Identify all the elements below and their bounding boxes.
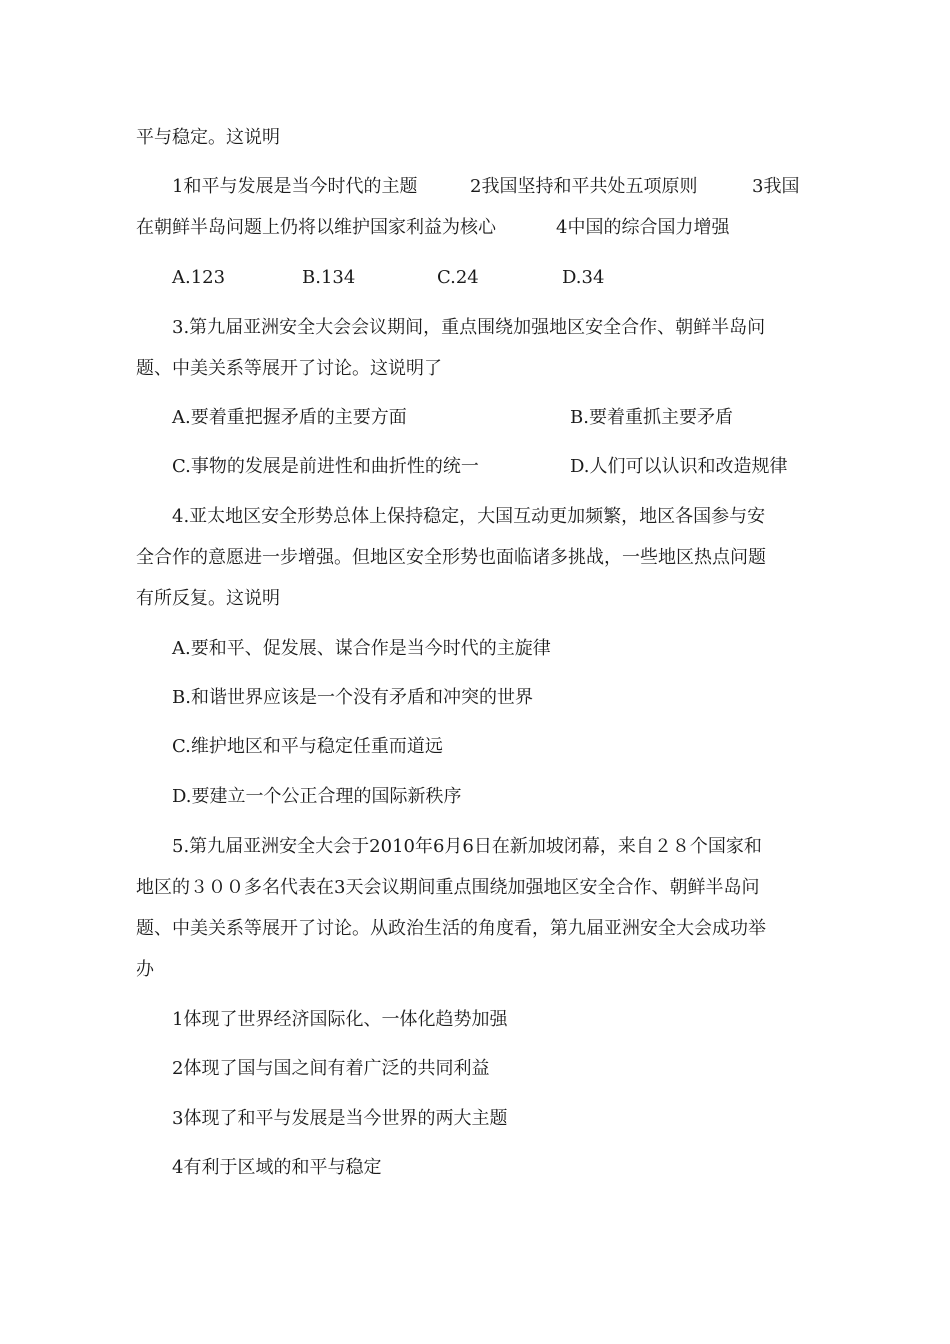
q2-statement-2: 2我国坚持和平共处五项原则 xyxy=(470,176,698,197)
q4-option-b: B.和谐世界应该是一个没有矛盾和冲突的世界 xyxy=(172,687,533,708)
q2-option-c: C.24 xyxy=(437,267,479,288)
q4-option-a: A.要和平、促发展、谋合作是当今时代的主旋律 xyxy=(172,638,551,659)
q2-option-d: D.34 xyxy=(562,267,605,288)
q2-option-a: A.123 xyxy=(172,267,226,288)
q4-stem-line-2: 全合作的意愿进一步增强。但地区安全形势也面临诸多挑战，一些地区热点问题 xyxy=(136,547,766,568)
q5-statement-3: 3体现了和平与发展是当今世界的两大主题 xyxy=(172,1108,508,1129)
q5-stem-line-2: 地区的３００多名代表在3天会议期间重点围绕加强地区安全合作、朝鲜半岛问 xyxy=(136,877,760,898)
q2-stem-tail: 平与稳定。这说明 xyxy=(136,127,280,148)
q2-statement-3-start: 3我国 xyxy=(752,176,800,197)
q3-option-c: C.事物的发展是前进性和曲折性的统一 xyxy=(172,456,479,477)
q3-stem-line-2: 题、中美关系等展开了讨论。这说明了 xyxy=(136,358,442,379)
q4-stem-line-1: 4.亚太地区安全形势总体上保持稳定，大国互动更加频繁，地区各国参与安 xyxy=(172,506,766,527)
q5-statement-1: 1体现了世界经济国际化、一体化趋势加强 xyxy=(172,1009,508,1030)
q4-option-c: C.维护地区和平与稳定任重而道远 xyxy=(172,736,443,757)
q5-stem-line-1: 5.第九届亚洲安全大会于2010年6月6日在新加坡闭幕，来自２８个国家和 xyxy=(172,836,762,857)
q4-stem-line-3: 有所反复。这说明 xyxy=(136,588,280,609)
q3-option-b: B.要着重抓主要矛盾 xyxy=(570,407,733,428)
q2-statement-3-end: 在朝鲜半岛问题上仍将以维护国家利益为核心 xyxy=(136,217,496,238)
q5-stem-line-3: 题、中美关系等展开了讨论。从政治生活的角度看，第九届亚洲安全大会成功举 xyxy=(136,918,766,939)
q5-statement-2: 2体现了国与国之间有着广泛的共同利益 xyxy=(172,1058,490,1079)
q2-option-b: B.134 xyxy=(302,267,356,288)
q5-statement-4: 4有利于区域的和平与稳定 xyxy=(172,1157,382,1178)
q2-statement-4: 4中国的综合国力增强 xyxy=(556,217,730,238)
q3-stem-line-1: 3.第九届亚洲安全大会会议期间，重点围绕加强地区安全合作、朝鲜半岛问 xyxy=(172,317,766,338)
q4-option-d: D.要建立一个公正合理的国际新秩序 xyxy=(172,786,462,807)
q3-option-d: D.人们可以认识和改造规律 xyxy=(570,456,788,477)
q2-statement-1: 1和平与发展是当今时代的主题 xyxy=(172,176,418,197)
q3-option-a: A.要着重把握矛盾的主要方面 xyxy=(172,407,407,428)
q5-stem-line-4: 办 xyxy=(136,959,154,980)
